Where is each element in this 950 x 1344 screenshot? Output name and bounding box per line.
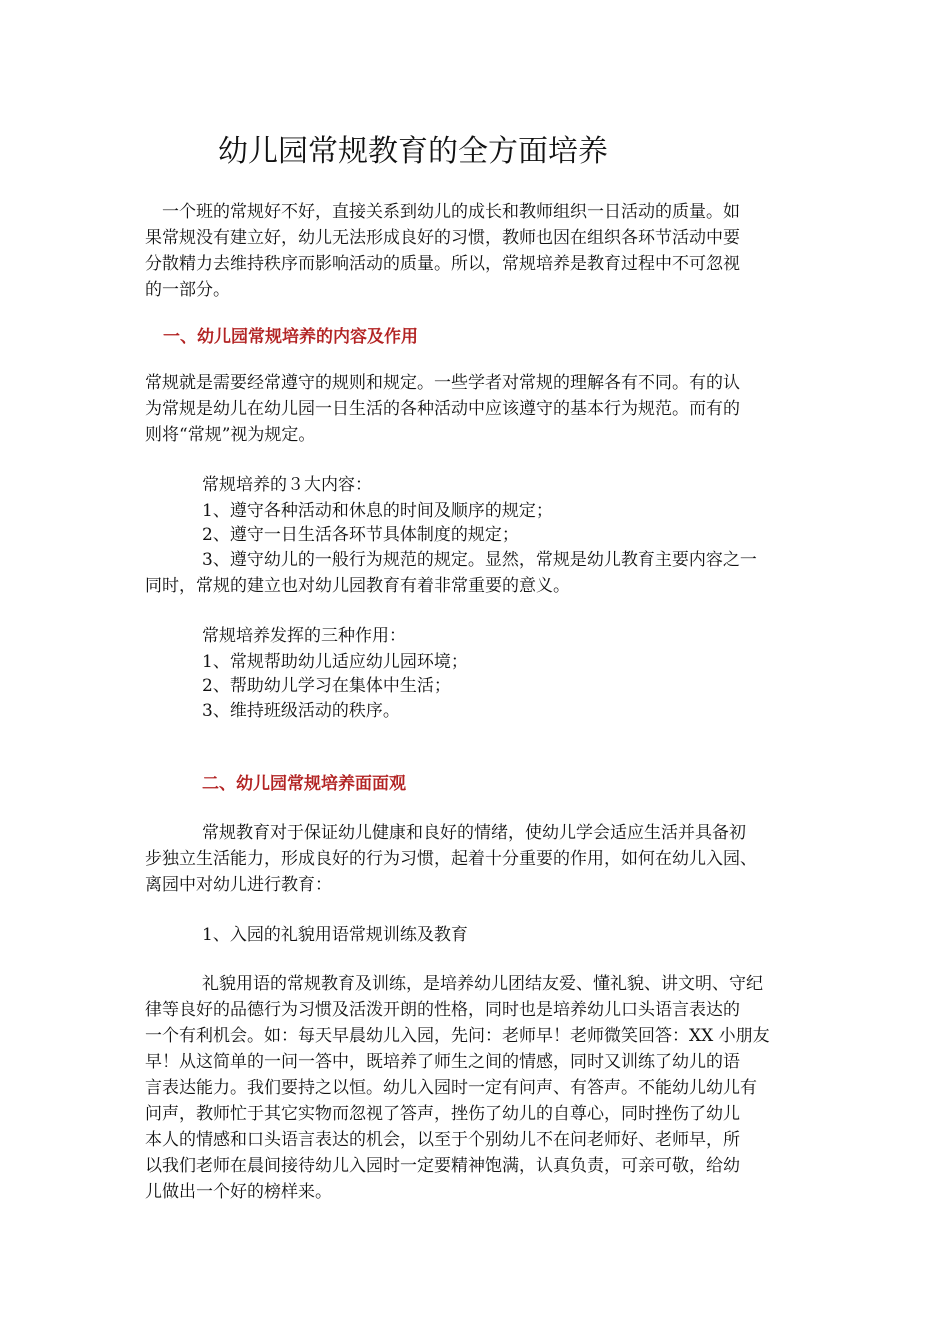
roles-item: 2、帮助幼儿学习在集体中生活；	[202, 676, 451, 696]
roles-item: 3、维持班级活动的秩序。	[202, 701, 400, 721]
contents-intro: 常规培养的３大内容：	[202, 475, 372, 495]
section2-heading: 二、幼儿园常规培养面面观	[202, 774, 406, 794]
section2-para-line: 步独立生活能力，形成良好的行为习惯，起着十分重要的作用，如何在幼儿入园、	[145, 849, 757, 869]
sub1-para-line: 早！从这简单的一问一答中，既培养了师生之间的情感，同时又训练了幼儿的语	[145, 1052, 740, 1072]
sub1-para-line: 言表达能力。我们要持之以恒。幼儿入园时一定有问声、有答声。不能幼儿幼儿有	[145, 1078, 757, 1098]
sub1-para-line: 儿做出一个好的榜样来。	[145, 1182, 332, 1202]
sub1-para-line: 以我们老师在晨间接待幼儿入园时一定要精神饱满，认真负责，可亲可敬，给幼	[145, 1156, 740, 1176]
section1-para-line: 则将“常规”视为规定。	[145, 425, 316, 445]
section2-para-line: 离园中对幼儿进行教育：	[145, 875, 332, 895]
sub1-para-line: 问声，教师忙于其它实物而忽视了答声，挫伤了幼儿的自尊心，同时挫伤了幼儿	[145, 1104, 740, 1124]
intro-line: 果常规没有建立好，幼儿无法形成良好的习惯，教师也因在组织各环节活动中要	[145, 228, 740, 248]
intro-line: 一个班的常规好不好，直接关系到幼儿的成长和教师组织一日活动的质量。如	[145, 202, 740, 222]
section1-heading: 一、幼儿园常规培养的内容及作用	[163, 327, 418, 347]
sub1-para-line: 律等良好的品德行为习惯及活泼开朗的性格，同时也是培养幼儿口头语言表达的	[145, 1000, 740, 1020]
sub1-para-line: 一个有利机会。如：每天早晨幼儿入园，先问：老师早！老师微笑回答：XX 小朋友	[145, 1026, 770, 1046]
sub1-para-line: 本人的情感和口头语言表达的机会，以至于个别幼儿不在问老师好、老师早，所	[145, 1130, 740, 1150]
subsection-heading: 1、入园的礼貌用语常规训练及教育	[202, 925, 468, 945]
roles-item: 1、常规帮助幼儿适应幼儿园环境；	[202, 652, 468, 672]
intro-line: 的一部分。	[145, 280, 230, 300]
document-title: 幼儿园常规教育的全方面培养	[218, 134, 608, 169]
section2-para-line: 常规教育对于保证幼儿健康和良好的情绪，使幼儿学会适应生活并具备初	[202, 823, 746, 843]
section1-para-line: 常规就是需要经常遵守的规则和规定。一些学者对常规的理解各有不同。有的认	[145, 373, 740, 393]
sub1-para-line: 礼貌用语的常规教育及训练，是培养幼儿团结友爱、懂礼貌、讲文明、守纪	[202, 974, 763, 994]
contents-item: 3、遵守幼儿的一般行为规范的规定。显然，常规是幼儿教育主要内容之一	[202, 550, 757, 570]
contents-item: 1、遵守各种活动和休息的时间及顺序的规定；	[202, 501, 553, 521]
contents-continuation: 同时，常规的建立也对幼儿园教育有着非常重要的意义。	[145, 576, 570, 596]
contents-item: 2、遵守一日生活各环节具体制度的规定；	[202, 525, 519, 545]
roles-intro: 常规培养发挥的三种作用：	[202, 626, 406, 646]
intro-line: 分散精力去维持秩序而影响活动的质量。所以，常规培养是教育过程中不可忽视	[145, 254, 740, 274]
section1-para-line: 为常规是幼儿在幼儿园一日生活的各种活动中应该遵守的基本行为规范。而有的	[145, 399, 740, 419]
